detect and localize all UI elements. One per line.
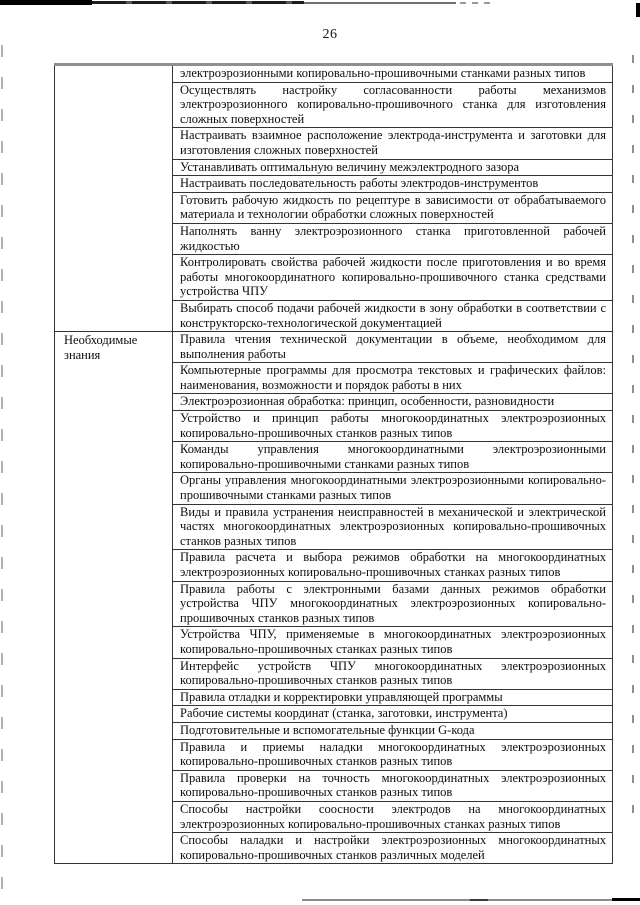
table-cell-text: Правила отладки и корректировки управляющей программы: [173, 689, 613, 706]
table-cell-text: Устанавливать оптимальную величину межэлектродного зазора: [173, 159, 613, 176]
table-cell-text: Правила проверки на точность многокоординатных электроэрозионных копировально-прошивочных станков разных типов: [173, 770, 613, 801]
scan-artifact-top-line: [304, 2, 456, 4]
table-cell-text: Осуществлять настройку согласованности работы механизмов электроэрозионного копировально-прошивочного станка для изготовления сложных поверхностей: [173, 82, 613, 128]
scan-artifact-top-line: [92, 1, 304, 4]
table-cell-text: Способы наладки и настройки электроэрозионных многокоординатных копировально-прошивочных станков различных моделей: [173, 833, 613, 864]
table-cell-text: Наполнять ванну электроэрозионного станка приготовленной рабочей жидкостью: [173, 223, 613, 254]
scan-artifact-top-band: [0, 0, 92, 5]
requirements-table: [54, 63, 613, 864]
scan-artifact-left-edge: [1, 45, 3, 903]
page-number: 26: [322, 27, 338, 42]
table-cell-text: Устройства ЧПУ, применяемые в многокоординатных электроэрозионных копировально-прошивочных станках разных типов: [173, 627, 613, 658]
table-cell-text: Органы управления многокоординатными электроэрозионными копировально-прошивочными станками разных типов: [173, 473, 613, 504]
table-cell-text: Настраивать последовательность работы электродов-инструментов: [173, 176, 613, 193]
table-cell-text: Правила и приемы наладки многокоординатных электроэрозионных копировально-прошивочных станков разных типов: [173, 739, 613, 770]
table-cell-text: Выбирать способ подачи рабочей жидкости в зону обработки в соответствии с конструкторско-технологической документацией: [173, 300, 613, 331]
table-cell-text: Компьютерные программы для просмотра текстовых и графических файлов: наименования, возможности и порядок работы в них: [173, 363, 613, 394]
table-cell-text: Интерфейс устройств ЧПУ многокоординатных электроэрозионных копировально-прошивочных станков разных типов: [173, 658, 613, 689]
scan-artifact-corner-tick: [636, 3, 640, 17]
table-cell-text: Правила расчета и выбора режимов обработки на многокоординатных электроэрозионных копировально-прошивочных станках разных типов: [173, 550, 613, 581]
table-cell-text: электроэрозионными копировально-прошивочными станками разных типов: [173, 65, 613, 83]
scan-artifact-top-dashes: [460, 2, 496, 4]
section-label: [55, 65, 173, 332]
table-cell-text: Команды управления многокоординатными электроэрозионными копировально-прошивочными станками разных типов: [173, 442, 613, 473]
table-cell-text: Виды и правила устранения неисправностей в механической и электрической частях многокоординатных электроэрозионных копировально-прошивочных станков разных типов: [173, 504, 613, 550]
table-row: [55, 65, 613, 83]
section-label: Необходимые знания: [55, 332, 173, 864]
table-cell-text: Способы настройки соосности электродов на многокоординатных электроэрозионных копировально-прошивочных станках разных типов: [173, 801, 613, 832]
table-cell-text: Устройство и принцип работы многокоординатных электроэрозионных копировально-прошивочных станков разных типов: [173, 411, 613, 442]
scan-artifact-bottom-line: [612, 898, 640, 901]
table-cell-text: Правила работы с электронными базами данных режимов обработки устройства ЧПУ многокоординатных электроэрозионных копировально-прошивочных станков разных типов: [173, 581, 613, 627]
table-row: [55, 332, 613, 363]
table-cell-text: Рабочие системы координат (станка, заготовки, инструмента): [173, 706, 613, 723]
table-cell-text: Правила чтения технической документации в объеме, необходимом для выполнения работы: [173, 332, 613, 363]
scan-artifact-bottom-line: [470, 899, 488, 901]
table-cell-text: Подготовительные и вспомогательные функции G-кода: [173, 722, 613, 739]
scan-artifact-right-edge: [632, 55, 634, 813]
table-body: [55, 65, 613, 864]
table-cell-text: Настраивать взаимное расположение электрода-инструмента и заготовки для изготовления сложных поверхностей: [173, 128, 613, 159]
table-cell-text: Готовить рабочую жидкость по рецептуре в зависимости от обрабатываемого материала и технологии обработки сложных поверхностей: [173, 192, 613, 223]
table-cell-text: Электроэрозионная обработка: принцип, особенности, разновидности: [173, 394, 613, 411]
table-cell-text: Контролировать свойства рабочей жидкости после приготовления и во время работы многокоординатного копировально-прошивочного станка средствами устройства ЧПУ: [173, 255, 613, 301]
